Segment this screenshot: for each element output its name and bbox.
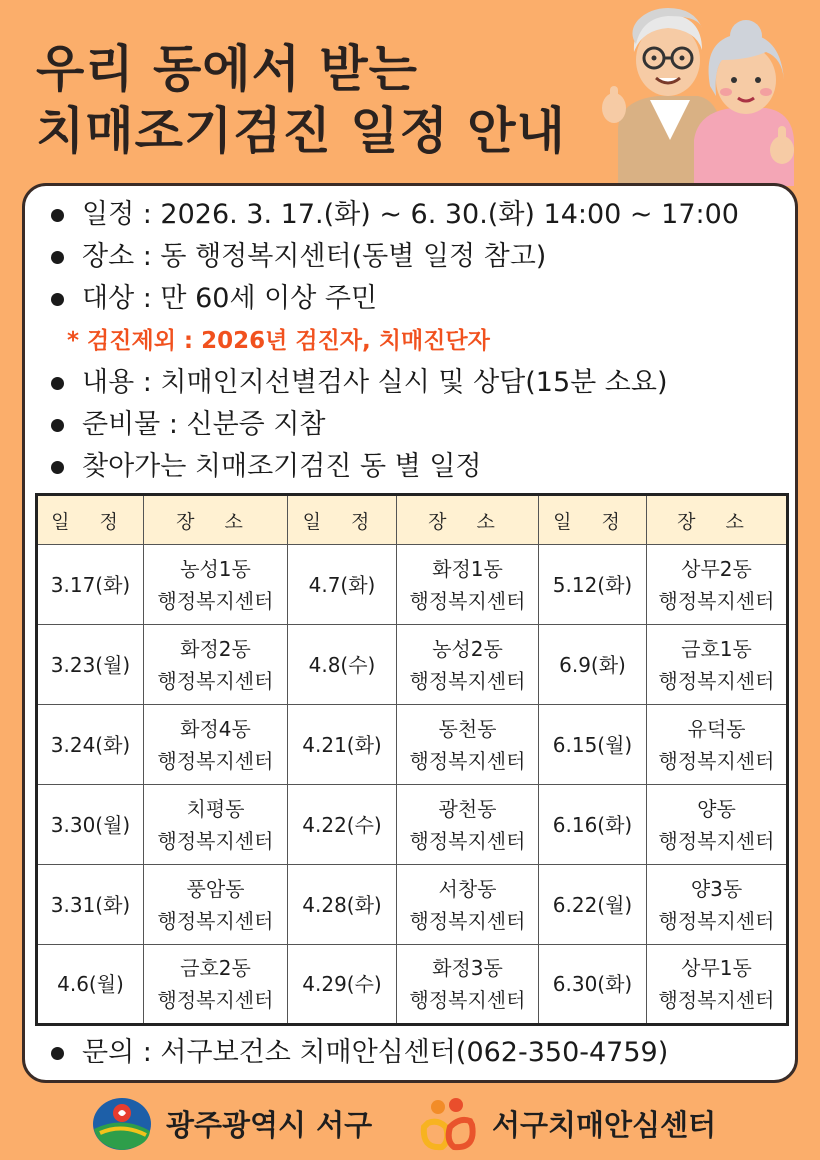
place-name: 금호2동 — [180, 956, 251, 980]
table-row — [37, 625, 788, 705]
org-name-dementia-center: 서구치매안심센터 — [492, 1108, 717, 1142]
seo-gu-emblem-icon — [92, 1097, 152, 1151]
info-list — [51, 194, 775, 488]
schedule-place-cell — [397, 865, 539, 945]
schedule-date-cell: 4.22(수) — [288, 785, 397, 865]
schedule-place-cell — [647, 945, 788, 1025]
place-center: 행정복지센터 — [658, 908, 775, 933]
dementia-center-logo-icon — [418, 1097, 478, 1153]
schedule-date-cell: 6.22(월) — [539, 865, 647, 945]
schedule-date-cell: 4.7(화) — [288, 545, 397, 625]
schedule-date-cell: 5.12(화) — [539, 545, 647, 625]
bullet-icon — [51, 377, 64, 390]
supplies-text: 준비물 : 신분증 지참 — [82, 409, 326, 440]
place-center: 행정복지센터 — [658, 828, 775, 853]
table-row — [37, 945, 788, 1025]
content-item — [51, 362, 775, 404]
place-name: 광천동 — [438, 796, 497, 821]
place-center: 행정복지센터 — [157, 908, 274, 933]
schedule-text: 일정 : 2026. 3. 17.(화) ~ 6. 30.(화) 14:00 ~ 17:00 — [82, 199, 739, 230]
table-row — [37, 545, 788, 625]
place-name: 농성2동 — [432, 636, 503, 661]
location-item — [51, 236, 775, 278]
schedule-place-cell — [397, 785, 539, 865]
table-row — [37, 865, 788, 945]
title-line-1: 우리 동에서 받는 — [36, 40, 418, 98]
schedule-date-cell: 6.30(화) — [539, 945, 647, 1025]
schedule-date-cell: 3.24(화) — [37, 705, 144, 785]
col-header-date: 일 정 — [288, 495, 397, 545]
place-center: 행정복지센터 — [409, 748, 526, 773]
bullet-icon — [51, 209, 64, 222]
place-center: 행정복지센터 — [409, 988, 526, 1012]
place-name: 화정2동 — [180, 636, 251, 661]
schedule-date-cell: 6.16(화) — [539, 785, 647, 865]
place-name: 풍암동 — [186, 876, 245, 901]
content-text: 내용 : 치매인지선별검사 실시 및 상담(15분 소요) — [82, 367, 668, 398]
place-center: 행정복지센터 — [157, 988, 274, 1012]
place-name: 치평동 — [186, 796, 245, 821]
place-center: 행정복지센터 — [658, 748, 775, 773]
schedule-table — [35, 493, 789, 1026]
col-header-date: 일 정 — [37, 495, 144, 545]
place-name: 양3동 — [690, 876, 743, 901]
schedule-item — [51, 194, 775, 236]
place-center: 행정복지센터 — [658, 588, 775, 613]
table-heading-item — [51, 446, 775, 488]
schedule-place-cell — [397, 545, 539, 625]
contact-text: 문의 : 서구보건소 치매안심센터(062-350-4759) — [82, 1037, 669, 1068]
place-center: 행정복지센터 — [157, 748, 274, 773]
schedule-place-cell — [144, 785, 288, 865]
table-heading-text: 찾아가는 치매조기검진 동 별 일정 — [82, 451, 482, 482]
schedule-place-cell — [397, 945, 539, 1025]
place-center: 행정복지센터 — [157, 588, 274, 613]
table-row — [37, 705, 788, 785]
place-center: 행정복지센터 — [658, 668, 775, 693]
schedule-date-cell: 3.17(화) — [37, 545, 144, 625]
schedule-place-cell — [144, 545, 288, 625]
place-name: 상무2동 — [681, 556, 752, 581]
place-name: 서창동 — [438, 876, 497, 901]
col-header-place: 장 소 — [144, 495, 288, 545]
schedule-place-cell — [647, 785, 788, 865]
title-line-2: 치매조기검진 일정 안내 — [36, 102, 566, 160]
schedule-place-cell — [397, 705, 539, 785]
col-header-place: 장 소 — [397, 495, 539, 545]
table-row — [37, 785, 788, 865]
schedule-place-cell — [647, 865, 788, 945]
schedule-date-cell: 6.15(월) — [539, 705, 647, 785]
place-center: 행정복지센터 — [409, 668, 526, 693]
col-header-date: 일 정 — [539, 495, 647, 545]
bullet-icon — [51, 293, 64, 306]
place-center: 행정복지센터 — [157, 668, 274, 693]
place-name: 양동 — [697, 796, 736, 821]
schedule-date-cell: 3.31(화) — [37, 865, 144, 945]
schedule-place-cell — [144, 705, 288, 785]
col-header-place: 장 소 — [647, 495, 788, 545]
schedule-date-cell: 4.28(화) — [288, 865, 397, 945]
info-card — [22, 183, 798, 1083]
target-text: 대상 : 만 60세 이상 주민 — [82, 283, 378, 314]
schedule-date-cell: 6.9(화) — [539, 625, 647, 705]
bullet-icon — [51, 419, 64, 432]
bullet-icon — [51, 461, 64, 474]
place-center: 행정복지센터 — [409, 908, 526, 933]
page-title — [36, 38, 566, 162]
schedule-place-cell — [647, 545, 788, 625]
location-text: 장소 : 동 행정복지센터(동별 일정 참고) — [82, 241, 547, 272]
schedule-date-cell: 4.8(수) — [288, 625, 397, 705]
schedule-place-cell — [647, 705, 788, 785]
schedule-place-cell — [144, 865, 288, 945]
contact-item — [51, 1032, 668, 1074]
place-name: 화정1동 — [432, 556, 503, 581]
place-center: 행정복지센터 — [658, 988, 775, 1012]
place-name: 화정3동 — [432, 956, 503, 980]
org-name-seo-gu: 광주광역시 서구 — [166, 1108, 373, 1142]
place-name: 동천동 — [438, 716, 497, 741]
exclusion-note: * 검진제외 : 2026년 검진자, 치매진단자 — [67, 328, 490, 354]
schedule-date-cell: 4.29(수) — [288, 945, 397, 1025]
place-center: 행정복지센터 — [409, 828, 526, 853]
elderly-couple-illustration — [598, 0, 798, 186]
place-name: 상무1동 — [681, 956, 752, 980]
schedule-date-cell: 4.21(화) — [288, 705, 397, 785]
table-header-row — [37, 495, 788, 545]
footer — [0, 1093, 820, 1155]
place-center: 행정복지센터 — [409, 588, 526, 613]
schedule-place-cell — [397, 625, 539, 705]
place-name: 화정4동 — [180, 716, 251, 741]
place-name: 금호1동 — [681, 636, 752, 661]
place-center: 행정복지센터 — [157, 828, 274, 853]
place-name: 농성1동 — [180, 556, 251, 581]
schedule-date-cell: 4.6(월) — [37, 945, 144, 1025]
schedule-place-cell — [647, 625, 788, 705]
supplies-item — [51, 404, 775, 446]
schedule-date-cell: 3.30(월) — [37, 785, 144, 865]
schedule-place-cell — [144, 945, 288, 1025]
bullet-icon — [51, 251, 64, 264]
target-item — [51, 278, 775, 320]
place-name: 유덕동 — [687, 716, 746, 741]
schedule-place-cell — [144, 625, 288, 705]
schedule-date-cell: 3.23(월) — [37, 625, 144, 705]
bullet-icon — [51, 1047, 64, 1060]
